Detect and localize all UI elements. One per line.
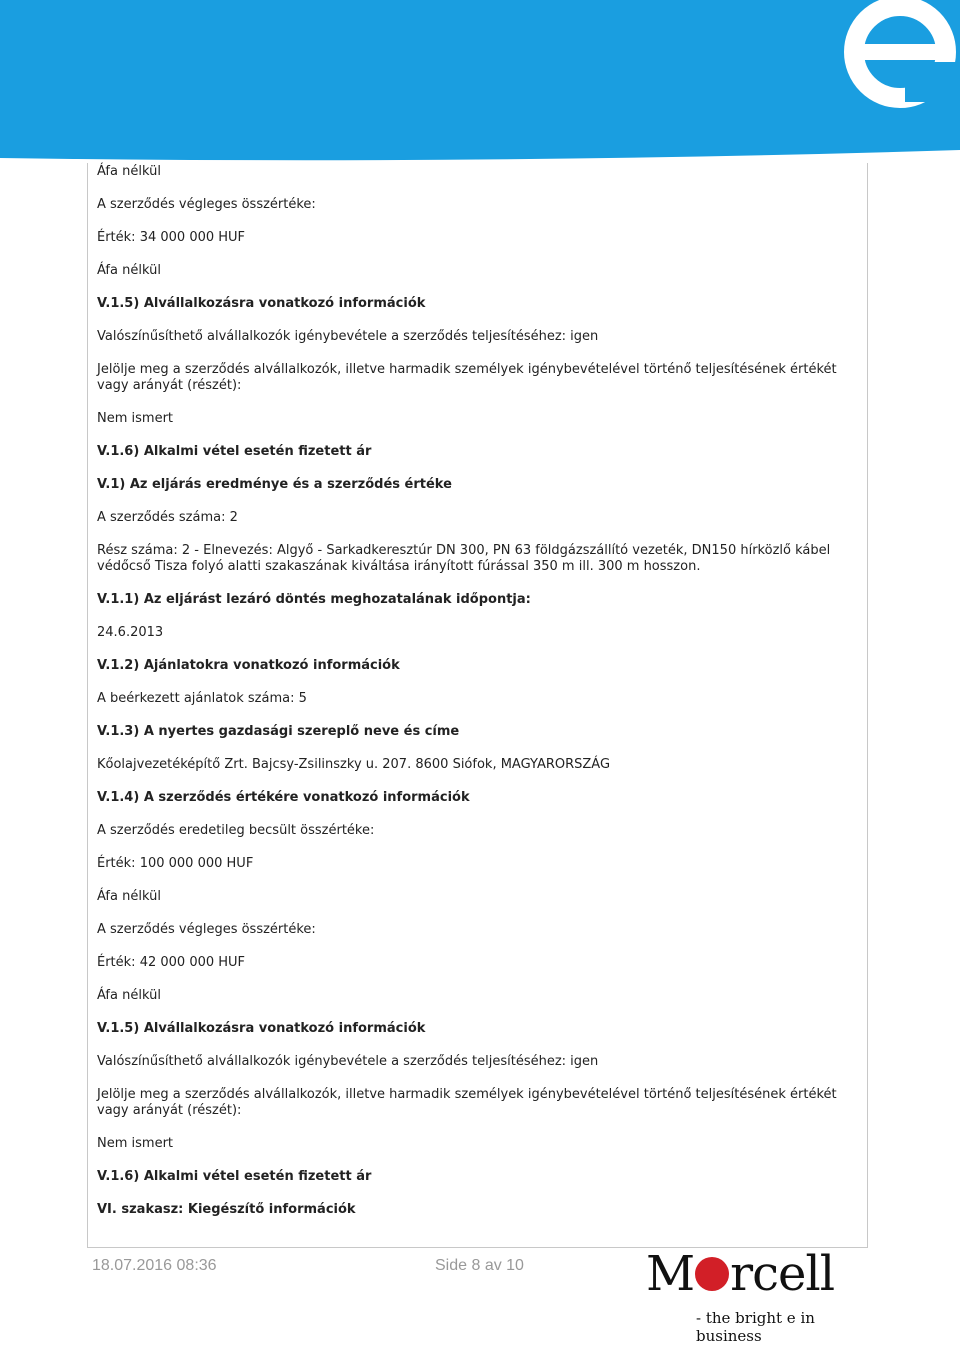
body-text: Jelölje meg a szerződés alvállalkozók, illetve harmadik személyek igénybevételével történő teljesítésének értékét vagy arányát (részét): bbox=[97, 362, 837, 393]
body-text: Áfa nélkül bbox=[97, 988, 161, 1003]
footer-timestamp: 18.07.2016 08:36 bbox=[92, 1257, 217, 1274]
body-text: Áfa nélkül bbox=[97, 889, 161, 904]
section-heading: V.1.2) Ajánlatokra vonatkozó információk bbox=[97, 658, 400, 673]
body-text: Rész száma: 2 - Elnevezés: Algyő - Sarkadkeresztúr DN 300, PN 63 földgázszállító vezeték, DN150 hírközlő kábel védőcső Tisza folyó alatti szakaszának kiváltása irányított fúrással 350 m ill. 300 m hosszon. bbox=[97, 543, 831, 574]
document-body bbox=[97, 164, 863, 1235]
body-text: Nem ismert bbox=[97, 411, 174, 426]
header-wave-graphic bbox=[0, 0, 960, 165]
body-text: A szerződés végleges összértéke: bbox=[97, 922, 316, 937]
body-text: A beérkezett ajánlatok száma: 5 bbox=[97, 691, 307, 706]
section-heading: V.1.1) Az eljárást lezáró döntés meghozatalának időpontja: bbox=[97, 592, 531, 607]
section-heading: V.1.3) A nyertes gazdasági szereplő neve és címe bbox=[97, 724, 460, 739]
brand-name-right: rcell bbox=[730, 1246, 835, 1302]
marcell-logo bbox=[640, 1246, 870, 1345]
body-text: Érték: 100 000 000 HUF bbox=[97, 856, 254, 871]
body-text: Áfa nélkül bbox=[97, 164, 161, 179]
red-e-icon bbox=[695, 1257, 729, 1291]
body-text: Kőolajvezetéképítő Zrt. Bajcsy-Zsilinszky u. 207. 8600 Siófok, MAGYARORSZÁG bbox=[97, 757, 611, 772]
brand-name-left: M bbox=[646, 1246, 695, 1302]
page-header-banner bbox=[0, 0, 960, 165]
body-text: A szerződés eredetileg becsült összértéke: bbox=[97, 823, 375, 838]
section-heading: V.1) Az eljárás eredménye és a szerződés értéke bbox=[97, 477, 452, 492]
body-text: Valószínűsíthető alvállalkozók igénybevétele a szerződés teljesítéséhez: igen bbox=[97, 1054, 599, 1069]
footer-page-number: Side 8 av 10 bbox=[435, 1257, 524, 1274]
body-text: Érték: 42 000 000 HUF bbox=[97, 955, 246, 970]
body-text: A szerződés száma: 2 bbox=[97, 510, 238, 525]
section-heading: VI. szakasz: Kiegészítő információk bbox=[97, 1202, 356, 1217]
section-heading: V.1.5) Alvállalkozásra vonatkozó információk bbox=[97, 296, 426, 311]
body-text: Jelölje meg a szerződés alvállalkozók, illetve harmadik személyek igénybevételével történő teljesítésének értékét vagy arányát (részét): bbox=[97, 1087, 837, 1118]
section-heading: V.1.5) Alvállalkozásra vonatkozó információk bbox=[97, 1021, 426, 1036]
brand-wordmark bbox=[646, 1246, 834, 1302]
body-text: Nem ismert bbox=[97, 1136, 174, 1151]
brand-tagline: - the bright e in business bbox=[696, 1309, 815, 1345]
body-text: Érték: 34 000 000 HUF bbox=[97, 230, 246, 245]
section-heading: V.1.6) Alkalmi vétel esetén fizetett ár bbox=[97, 1169, 372, 1184]
body-text: Áfa nélkül bbox=[97, 263, 161, 278]
body-text: Valószínűsíthető alvállalkozók igénybevétele a szerződés teljesítéséhez: igen bbox=[97, 329, 599, 344]
section-heading: V.1.4) A szerződés értékére vonatkozó információk bbox=[97, 790, 470, 805]
section-heading: V.1.6) Alkalmi vétel esetén fizetett ár bbox=[97, 444, 372, 459]
body-text: 24.6.2013 bbox=[97, 625, 164, 640]
body-text: A szerződés végleges összértéke: bbox=[97, 197, 316, 212]
